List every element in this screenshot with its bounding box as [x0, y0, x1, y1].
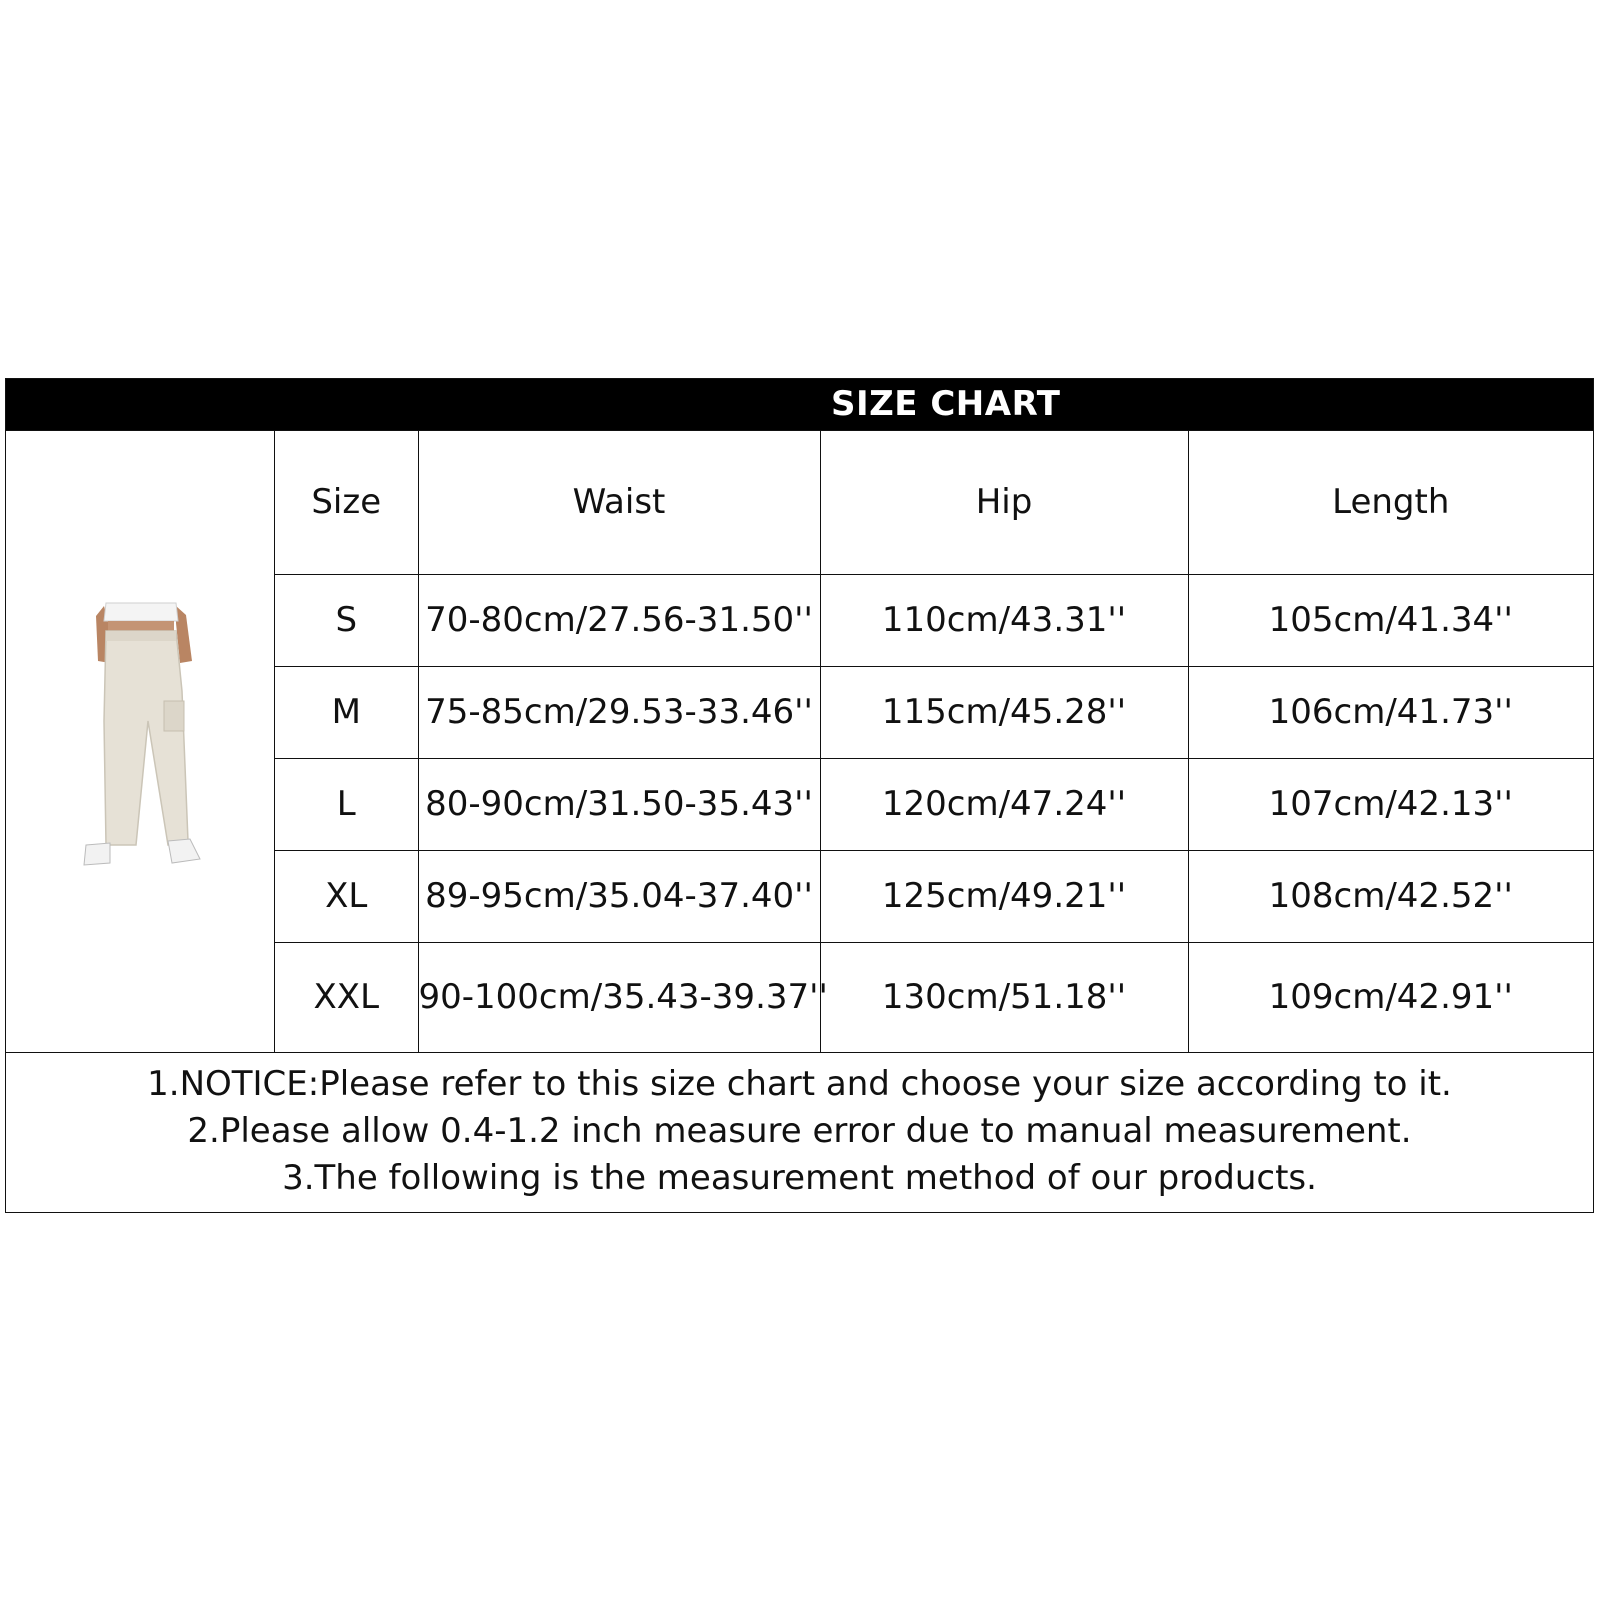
waist-cell: 70-80cm/27.56-31.50'' — [418, 574, 820, 666]
hip-cell: 115cm/45.28'' — [820, 666, 1188, 758]
header-length: Length — [1188, 431, 1593, 574]
table-row — [275, 574, 1593, 666]
waist-cell: 89-95cm/35.04-37.40'' — [418, 850, 820, 942]
size-chart — [5, 378, 1594, 1213]
size-chart-title: SIZE CHART — [6, 379, 1593, 430]
header-hip: Hip — [820, 431, 1188, 574]
waist-cell: 80-90cm/31.50-35.43'' — [418, 758, 820, 850]
table-row — [275, 942, 1593, 1052]
note-line: 2.Please allow 0.4-1.2 inch measure error due to manual measurement. — [187, 1111, 1412, 1151]
notes-section — [6, 1052, 1593, 1212]
waist-cell: 75-85cm/29.53-33.46'' — [418, 666, 820, 758]
table-row — [275, 758, 1593, 850]
size-cell: S — [275, 574, 418, 666]
waist-cell: 90-100cm/35.43-39.37'' — [418, 942, 820, 1052]
size-cell: XXL — [275, 942, 418, 1052]
hip-cell: 125cm/49.21'' — [820, 850, 1188, 942]
size-table — [275, 431, 1593, 1052]
note-line: 1.NOTICE:Please refer to this size chart and choose your size according to it. — [147, 1064, 1452, 1104]
size-cell: XL — [275, 850, 418, 942]
hip-cell: 110cm/43.31'' — [820, 574, 1188, 666]
note-line: 3.The following is the measurement method of our products. — [282, 1158, 1317, 1198]
length-cell: 108cm/42.52'' — [1188, 850, 1593, 942]
header-waist: Waist — [418, 431, 820, 574]
table-header-row — [275, 431, 1593, 574]
hip-cell: 120cm/47.24'' — [820, 758, 1188, 850]
table-row — [275, 666, 1593, 758]
length-cell: 105cm/41.34'' — [1188, 574, 1593, 666]
size-cell: L — [275, 758, 418, 850]
table-row — [275, 850, 1593, 942]
product-image — [76, 601, 206, 891]
hip-cell: 130cm/51.18'' — [820, 942, 1188, 1052]
length-cell: 109cm/42.91'' — [1188, 942, 1593, 1052]
product-image-cell — [6, 431, 275, 1052]
header-size: Size — [275, 431, 418, 574]
length-cell: 106cm/41.73'' — [1188, 666, 1593, 758]
size-cell: M — [275, 666, 418, 758]
size-chart-body — [6, 430, 1593, 1052]
length-cell: 107cm/42.13'' — [1188, 758, 1593, 850]
